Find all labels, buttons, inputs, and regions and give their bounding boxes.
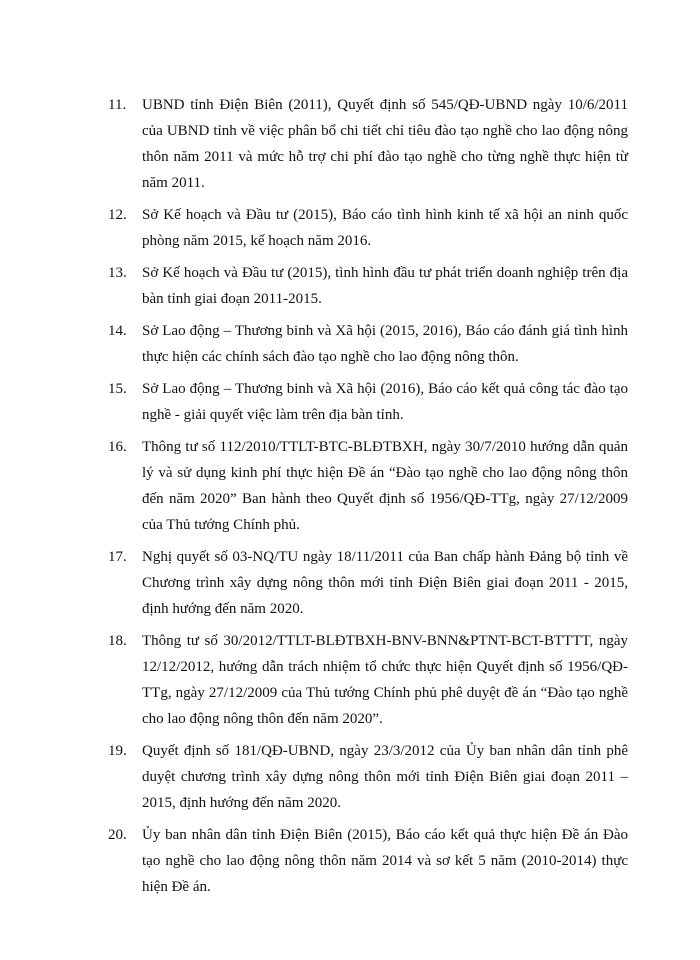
reference-list: [108, 92, 628, 906]
reference-number: 20.: [108, 827, 127, 843]
reference-text: UBND tỉnh Điện Biên (2011), Quyết định số 545/QĐ-UBND ngày 10/6/2011 của UBND tỉnh về việc phân bổ chi tiết chỉ tiêu đào tạo nghề cho lao động nông thôn năm 2011 và mức hỗ trợ chi phí đào tạo nghề cho từng nghề thực hiện từ năm 2011.: [142, 97, 628, 191]
reference-item: [108, 628, 628, 732]
reference-item: [108, 260, 628, 312]
reference-item: [108, 434, 628, 538]
reference-text: Sở Kế hoạch và Đầu tư (2015), Báo cáo tình hình kinh tế xã hội an ninh quốc phòng năm 2015, kế hoạch năm 2016.: [142, 207, 628, 249]
reference-text: Sở Lao động – Thương binh và Xã hội (2016), Báo cáo kết quả công tác đào tạo nghề - giải quyết việc làm trên địa bàn tỉnh.: [142, 381, 628, 423]
reference-item: [108, 822, 628, 900]
reference-number: 16.: [108, 439, 127, 455]
reference-text: Ủy ban nhân dân tỉnh Điện Biên (2015), Báo cáo kết quả thực hiện Đề án Đào tạo nghề cho lao động nông thôn năm 2014 và sơ kết 5 năm (2010-2014) thực hiện Đề án.: [142, 827, 628, 895]
reference-text: Nghị quyết số 03-NQ/TU ngày 18/11/2011 của Ban chấp hành Đảng bộ tỉnh về Chương trình xây dựng nông thôn mới tỉnh Điện Biên giai đoạn 2011 - 2015, định hướng đến năm 2020.: [142, 549, 628, 617]
reference-text: Quyết định số 181/QĐ-UBND, ngày 23/3/2012 của Ủy ban nhân dân tỉnh phê duyệt chương trình xây dựng nông thôn mới tỉnh Điện Biên giai đoạn 2011 – 2015, định hướng đến năm 2020.: [142, 743, 628, 811]
reference-text: Sở Kế hoạch và Đầu tư (2015), tình hình đầu tư phát triển doanh nghiệp trên địa bàn tỉnh giai đoạn 2011-2015.: [142, 265, 628, 307]
reference-item: [108, 738, 628, 816]
reference-item: [108, 544, 628, 622]
reference-item: [108, 202, 628, 254]
reference-text: Sở Lao động – Thương binh và Xã hội (2015, 2016), Báo cáo đánh giá tình hình thực hiện các chính sách đào tạo nghề cho lao động nông thôn.: [142, 323, 628, 365]
reference-number: 14.: [108, 323, 127, 339]
reference-text: Thông tư số 112/2010/TTLT-BTC-BLĐTBXH, ngày 30/7/2010 hướng dẫn quản lý và sử dụng kinh phí thực hiện Đề án “Đào tạo nghề cho lao động nông thôn đến năm 2020” Ban hành theo Quyết định số 1956/QĐ-TTg, ngày 27/12/2009 của Thủ tướng Chính phủ.: [142, 439, 628, 533]
reference-text: Thông tư số 30/2012/TTLT-BLĐTBXH-BNV-BNN&PTNT-BCT-BTTTT, ngày 12/12/2012, hướng dẫn trách nhiệm tổ chức thực hiện Quyết định số 1956/QĐ-TTg, ngày 27/12/2009 của Thủ tướng Chính phủ phê duyệt đề án “Đào tạo nghề cho lao động nông thôn đến năm 2020”.: [142, 633, 628, 727]
reference-item: [108, 318, 628, 370]
reference-number: 13.: [108, 265, 127, 281]
reference-number: 15.: [108, 381, 127, 397]
reference-number: 17.: [108, 549, 127, 565]
reference-item: [108, 376, 628, 428]
reference-number: 18.: [108, 633, 127, 649]
reference-number: 11.: [108, 97, 127, 113]
reference-number: 19.: [108, 743, 127, 759]
reference-item: [108, 92, 628, 196]
reference-number: 12.: [108, 207, 127, 223]
